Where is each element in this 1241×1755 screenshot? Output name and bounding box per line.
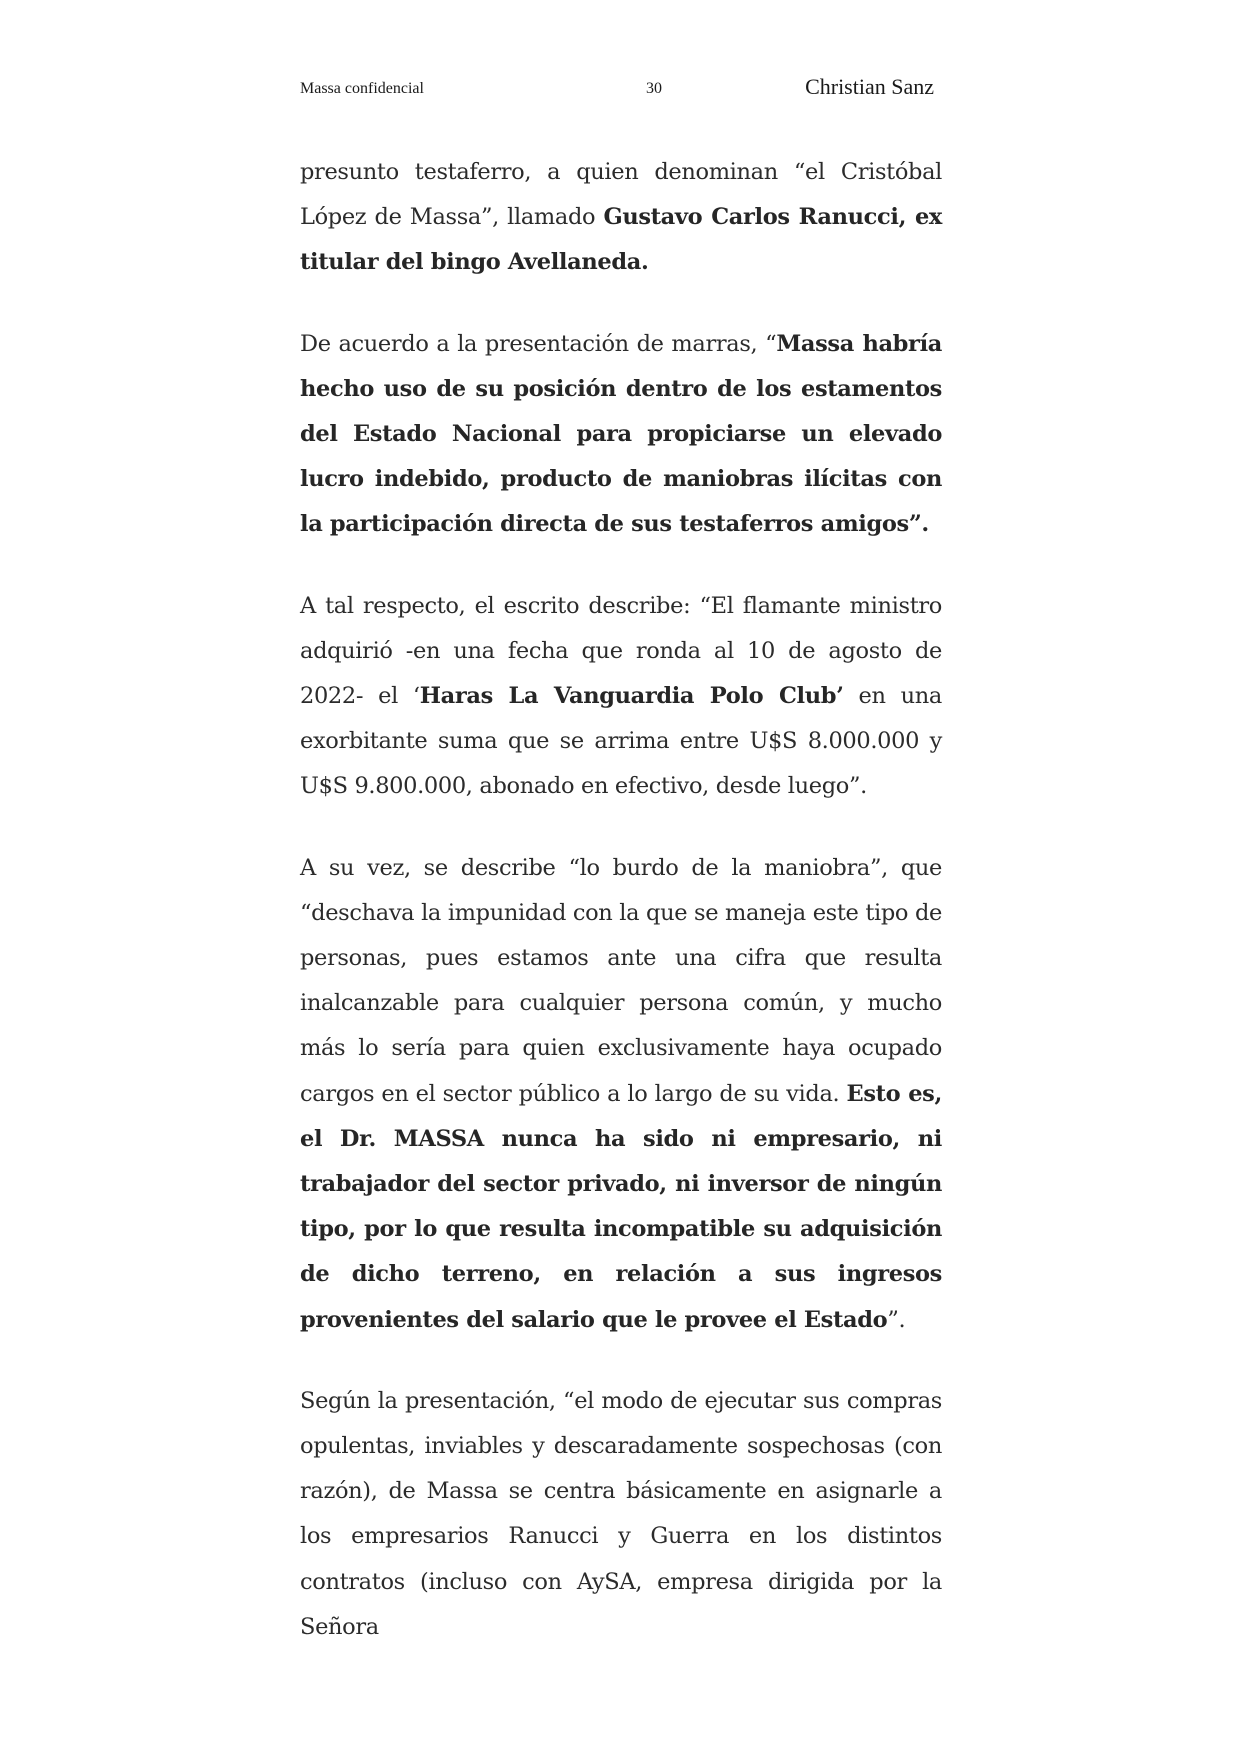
body-text bbox=[300, 150, 942, 1686]
page-header bbox=[300, 74, 940, 104]
text-segment: en una exorbitante suma que se arrima entre U$S 8.000.000 y U$S 9.800.000, abonado en efectivo, desde luego”. bbox=[300, 683, 942, 800]
paragraph bbox=[300, 322, 942, 548]
paragraph bbox=[300, 1379, 942, 1650]
bold-segment: Gustavo Carlos Ranucci, ex titular del bingo Avellaneda. bbox=[300, 204, 942, 276]
text-segment: De acuerdo a la presentación de marras, “ bbox=[300, 330, 777, 357]
header-author: Christian Sanz bbox=[805, 74, 934, 99]
bold-segment: Esto es, el Dr. MASSA nunca ha sido ni empresario, ni trabajador del sector privado, ni inversor de ningún tipo, por lo que resulta incompatible su adquisición de dicho terreno, en relación a sus ingresos provenientes del salario que le provee el Estado bbox=[300, 1080, 942, 1333]
page-number: 30 bbox=[646, 80, 662, 97]
text-segment: A tal respecto, el escrito describe: “El flamante ministro adquirió -en una fecha que ronda al 10 de agosto de 2022- el ‘ bbox=[300, 592, 942, 710]
text-segment: ”. bbox=[887, 1306, 906, 1333]
paragraph bbox=[300, 584, 942, 810]
header-book-title: Massa confidencial bbox=[300, 80, 424, 97]
bold-segment: Massa habría hecho uso de su posición dentro de los estamentos del Estado Nacional para propiciarse un elevado lucro indebido, producto de maniobras ilícitas con la participación directa de sus testaferros amigos”. bbox=[300, 330, 942, 538]
text-segment: A su vez, se describe “lo burdo de la maniobra”, que “deschava la impunidad con la que se maneja este tipo de personas, pues estamos ante una cifra que resulta inalcanzable para cualquier persona común, y mucho más lo sería para quien exclusivamente haya ocupado cargos en el sector público a lo largo de su vida. bbox=[300, 854, 942, 1107]
paragraph bbox=[300, 150, 942, 286]
bold-segment: Haras La Vanguardia Polo Club’ bbox=[419, 683, 844, 710]
paragraph bbox=[300, 846, 942, 1343]
text-segment: presunto testaferro, a quien denominan “el Cristóbal López de Massa”, llamado bbox=[300, 159, 942, 231]
text-segment: Según la presentación, “el modo de ejecutar sus compras opulentas, inviables y descaradamente sospechosas (con razón), de Massa se centra básicamente en asignarle a los empresarios Ranucci y Guerra en los distintos contratos (incluso con AySA, empresa dirigida por la Señora bbox=[300, 1387, 942, 1640]
